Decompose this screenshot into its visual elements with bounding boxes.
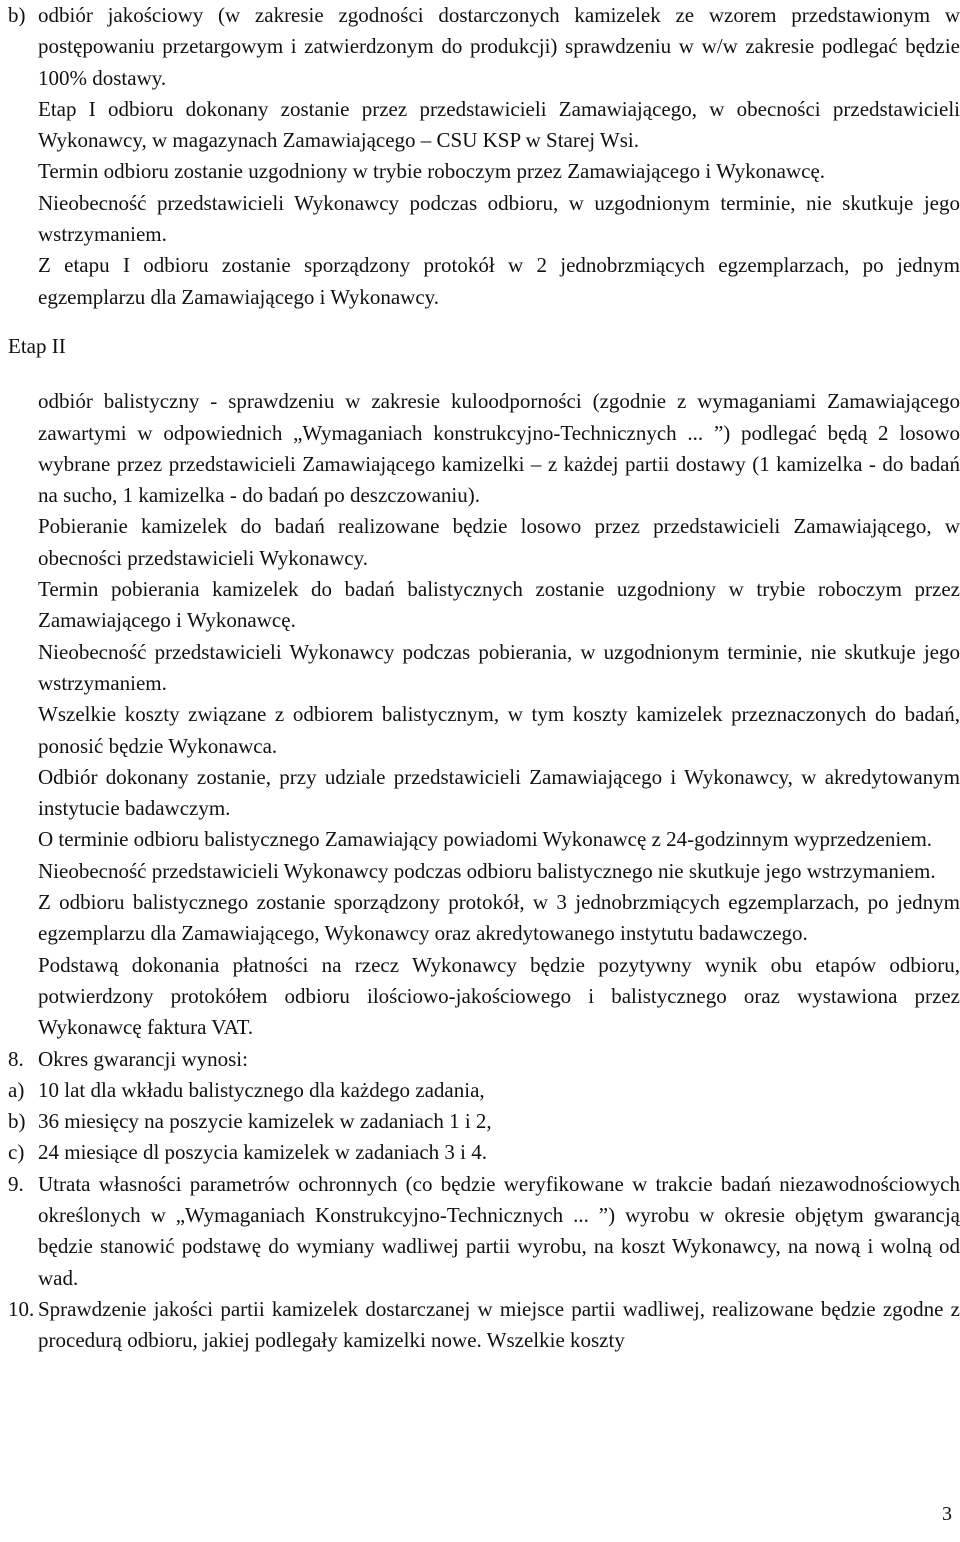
etap-ii-paragraph: Termin pobierania kamizelek do badań balistycznych zostanie uzgodniony w trybie roboczym przez Zamawiającego i Wykonawcę.: [38, 577, 960, 633]
item-8-sub-a: [0, 1075, 960, 1106]
item-8-sub-c-label: c): [8, 1140, 25, 1165]
section-b-paragraph: Etap I odbioru dokonany zostanie przez przedstawicieli Zamawiającego, w obecności przedstawicieli Wykonawcy, w magazynach Zamawiającego – CSU KSP w Starej Wsi.: [38, 96, 960, 153]
etap-ii-paragraph: Nieobecność przedstawicieli Wykonawcy podczas odbioru balistycznego nie skutkuje jego wstrzymaniem.: [38, 858, 936, 883]
section-b-body: [38, 0, 960, 313]
item-8-label: 8.: [8, 1046, 24, 1071]
item-8-sub-a-label: a): [8, 1077, 25, 1102]
item-8-sub-b: [0, 1106, 960, 1137]
item-8-sub-b-text: 36 miesięcy na poszycie kamizelek w zadaniach 1 i 2,: [38, 1109, 492, 1134]
page-number: 3: [942, 1503, 952, 1525]
etap-ii-paragraph: Podstawą dokonania płatności na rzecz Wykonawcy będzie pozytywny wynik obu etapów odbioru, potwierdzony protokółem odbioru ilościowo-jakościowego i balistycznego oraz wystawiona przez Wykonawcę faktura VAT.: [38, 952, 960, 1040]
etap-ii-paragraph: Nieobecność przedstawicieli Wykonawcy podczas pobierania, w uzgodnionym terminie, nie skutkuje jego wstrzymaniem.: [38, 639, 960, 695]
section-b-label: b): [8, 3, 26, 27]
item-8-sub-c-text: 24 miesiące dl poszycia kamizelek w zadaniach 3 i 4.: [38, 1140, 487, 1165]
etap-ii-heading: Etap II: [8, 333, 66, 358]
item-10-text: Sprawdzenie jakości partii kamizelek dostarczanej w miejsce partii wadliwej, realizowane będzie zgodne z procedurą odbioru, jakiej podlegały kamizelki nowe. Wszelkie koszty: [38, 1296, 960, 1353]
item-8-sub-a-text: 10 lat dla wkładu balistycznego dla każdego zadania,: [38, 1077, 485, 1102]
section-b: [0, 0, 960, 313]
item-9: [0, 1169, 960, 1294]
section-b-paragraph: Termin odbioru zostanie uzgodniony w trybie roboczym przez Zamawiającego i Wykonawcę.: [38, 159, 826, 184]
section-b-paragraph: odbiór jakościowy (w zakresie zgodności dostarczonych kamizelek ze wzorem przedstawionym w postępowaniu przetargowym i zatwierdzonym do produkcji) sprawdzeniu w w/w zakresie podlegać będzie 100% dostawy.: [38, 3, 960, 90]
item-10: [0, 1294, 960, 1357]
etap-ii-paragraph: Pobieranie kamizelek do badań realizowane będzie losowo przez przedstawicieli Zamawiającego, w obecności przedstawicieli Wykonawcy.: [38, 514, 960, 570]
item-9-label: 9.: [8, 1171, 24, 1196]
section-b-paragraph: Z etapu I odbioru zostanie sporządzony protokół w 2 jednobrzmiących egzemplarzach, po jednym egzemplarzu dla Zamawiającego i Wykonawcy.: [38, 253, 960, 309]
item-10-label: 10.: [8, 1296, 35, 1321]
section-b-paragraph: Nieobecność przedstawicieli Wykonawcy podczas odbioru, w uzgodnionym terminie, nie skutkuje jego wstrzymaniem.: [38, 190, 960, 247]
item-8-sub-c: [0, 1137, 960, 1168]
item-8-sub-b-label: b): [8, 1109, 26, 1134]
etap-ii-paragraph: O terminie odbioru balistycznego Zamawiający powiadomi Wykonawcę z 24-godzinnym wyprzedzeniem.: [38, 827, 933, 852]
item-9-text: Utrata własności parametrów ochronnych (co będzie weryfikowane w trakcie badań niezawodnościowych określonych w „Wymaganiach Konstrukcyjno-Technicznych ... ”) wyrobu w okresie objętym gwarancją będzie stanowić podstawę do wymiany wadliwej partii wyrobu, na koszt Wykonawcy, na nową i wolną od wad.: [38, 1171, 960, 1290]
item-8-text: Okres gwarancji wynosi:: [38, 1046, 248, 1071]
etap-ii-paragraph: Z odbioru balistycznego zostanie sporządzony protokół, w 3 jednobrzmiących egzemplarzach, po jednym egzemplarzu dla Zamawiającego, Wykonawcy oraz akredytowanego instytutu badawczego.: [38, 890, 960, 946]
item-8: [0, 1044, 960, 1075]
etap-ii-body: [0, 386, 960, 1043]
etap-ii-paragraph: Wszelkie koszty związane z odbiorem balistycznym, w tym koszty kamizelek przeznaczonych do badań, ponosić będzie Wykonawca.: [38, 702, 960, 758]
etap-ii-paragraph: odbiór balistyczny - sprawdzeniu w zakresie kuloodporności (zgodnie z wymaganiami Zamawiającego zawartymi w odpowiednich „Wymaganiach konstrukcyjno-Technicznych ... ”) podlegać będą 2 losowo wybrane przez przedstawicieli Zamawiającego kamizelki – z każdej partii dostawy (1 kamizelka - do badań na sucho, 1 kamizelka - do badań po deszczowaniu).: [38, 389, 960, 508]
etap-ii-paragraph: Odbiór dokonany zostanie, przy udziale przedstawicieli Zamawiającego i Wykonawcy, w akredytowanym instytucie badawczym.: [38, 764, 960, 821]
